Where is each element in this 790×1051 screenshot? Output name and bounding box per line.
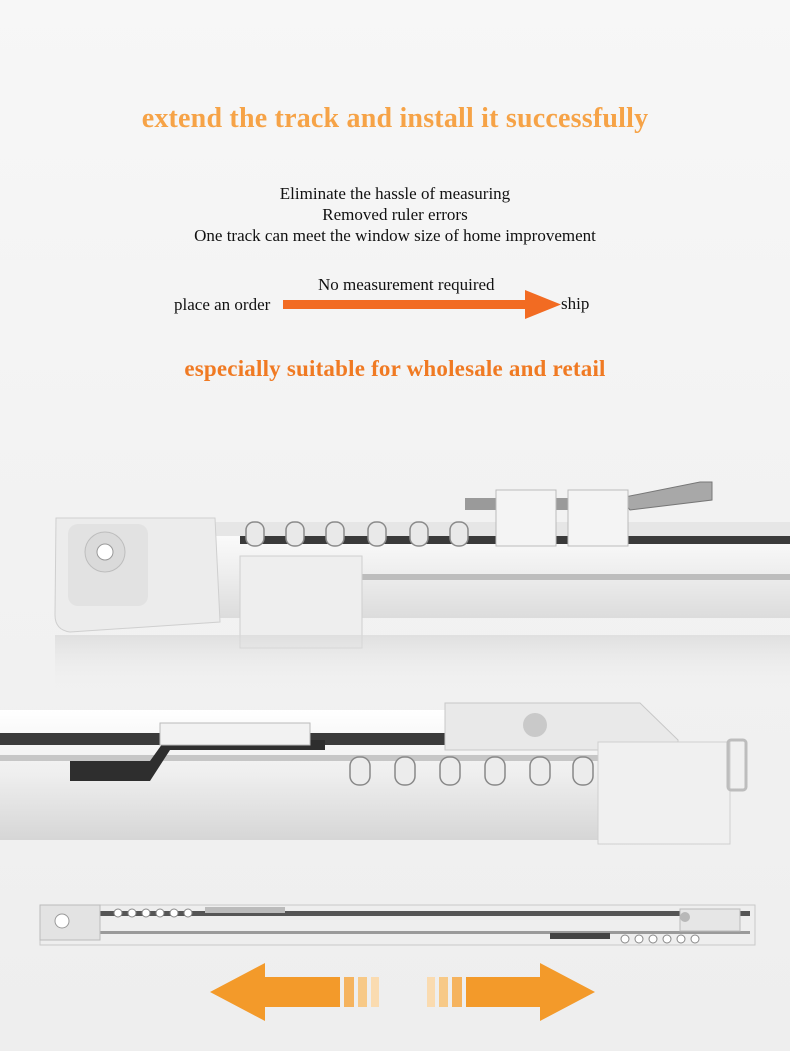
benefit-item: Removed ruler errors xyxy=(322,205,468,224)
left-arrow-icon xyxy=(210,963,385,1021)
process-flow xyxy=(0,270,790,330)
benefit-item: One track can meet the window size of home improvement xyxy=(194,226,596,245)
right-arrow-icon xyxy=(425,963,600,1021)
track-closeup-right xyxy=(0,695,790,880)
process-middle-label: No measurement required xyxy=(318,275,495,294)
page-title: extend the track and install it successfully xyxy=(141,103,649,134)
tagline: especially suitable for wholesale and retail xyxy=(184,356,606,381)
process-start-label: place an order xyxy=(174,295,271,314)
full-track-view xyxy=(0,895,790,960)
benefit-item: Eliminate the hassle of measuring xyxy=(279,184,511,203)
track-closeup-left xyxy=(0,470,790,700)
flow-arrow-icon xyxy=(283,290,563,320)
benefits-list xyxy=(0,183,790,246)
process-end-label: ship xyxy=(561,294,590,313)
